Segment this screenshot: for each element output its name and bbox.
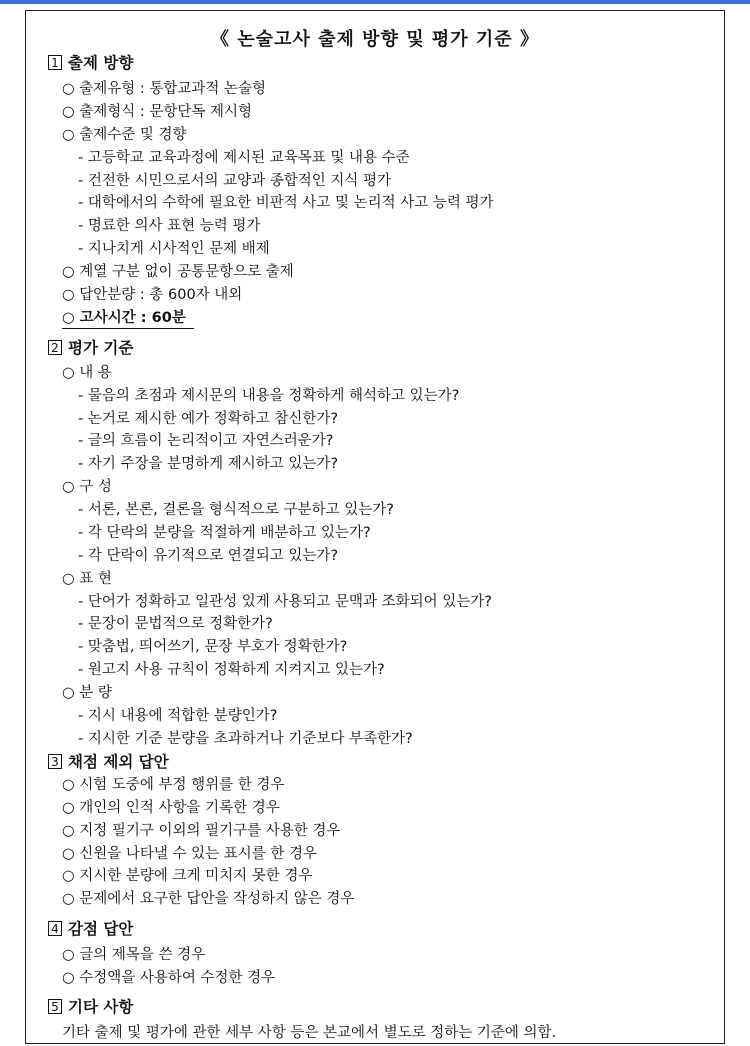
- document-frame: [25, 10, 725, 1044]
- list-item: - 고등학교 교육과정에 제시된 교육목표 및 내용 수준: [78, 150, 410, 166]
- list-item: ○ 계열 구분 없이 공통문항으로 출제: [62, 264, 294, 280]
- document-title: 《 논술고사 출제 방향 및 평가 기준 》: [211, 29, 539, 50]
- exam-time-emphasis: ○ 고사시간 : 60분: [62, 308, 194, 329]
- list-item: - 서론, 본론, 결론을 형식적으로 구분하고 있는가?: [78, 502, 394, 518]
- section-number-box: 3: [48, 754, 62, 769]
- list-item: ○ 출제유형 : 통합교과적 논술형: [62, 81, 267, 97]
- list-item: ○ 지정 필기구 이외의 필기구를 사용한 경우: [62, 823, 341, 839]
- list-item: - 대학에서의 수학에 필요한 비판적 사고 및 논리적 사고 능력 평가: [78, 195, 494, 211]
- list-item: ○ 개인의 인적 사항을 기록한 경우: [62, 800, 280, 816]
- section-4-heading: 4 감점 답안: [48, 919, 133, 939]
- list-item: - 단어가 정확하고 일관성 있게 사용되고 문맥과 조화되어 있는가?: [78, 594, 492, 610]
- section-2-heading: 2 평가 기준: [48, 338, 133, 358]
- list-item: ○ 내 용: [62, 365, 112, 381]
- list-item: ○ 구 성: [62, 479, 112, 495]
- list-item: ○ 지시한 분량에 크게 미치지 못한 경우: [62, 868, 313, 884]
- misc-note: 기타 출제 및 평가에 관한 세부 사항 등은 본교에서 별도로 정하는 기준에 의함.: [62, 1025, 557, 1041]
- list-item: ○ 분 량: [62, 685, 112, 701]
- list-item: ○ 답안분량 : 총 600자 내외: [62, 287, 243, 303]
- list-item: - 각 단락의 분량을 적절하게 배분하고 있는가?: [78, 525, 371, 541]
- section-3-heading: 3 채점 제외 답안: [48, 752, 169, 772]
- list-item: - 맞춤법, 띄어쓰기, 문장 부호가 정확한가?: [78, 639, 348, 655]
- section-1-heading: 1 출제 방향: [48, 53, 133, 73]
- section-number-box: 1: [48, 55, 62, 70]
- list-item: ○ 문제에서 요구한 답안을 작성하지 않은 경우: [62, 891, 355, 907]
- list-item: - 지시한 기준 분량을 초과하거나 기준보다 부족한가?: [78, 731, 413, 747]
- list-item: - 명료한 의사 표현 능력 평가: [78, 218, 261, 234]
- list-item: ○ 시험 도중에 부정 행위를 한 경우: [62, 777, 285, 793]
- list-item: ○ 글의 제목을 쓴 경우: [62, 947, 206, 963]
- list-item: ○ 표 현: [62, 571, 112, 587]
- list-item: - 물음의 초점과 제시문의 내용을 정확하게 해석하고 있는가?: [78, 388, 460, 404]
- list-item: ○ 신원을 나타낼 수 있는 표시를 한 경우: [62, 846, 318, 862]
- list-item: - 논거로 제시한 예가 정확하고 참신한가?: [78, 411, 339, 427]
- list-item: - 글의 흐름이 논리적이고 자연스러운가?: [78, 433, 334, 449]
- list-item: - 자기 주장을 분명하게 제시하고 있는가?: [78, 456, 339, 472]
- list-item: ○ 출제형식 : 문항단독 제시형: [62, 104, 253, 120]
- list-item: - 지나치게 시사적인 문제 배제: [78, 241, 270, 257]
- list-item: - 지시 내용에 적합한 분량인가?: [78, 708, 278, 724]
- list-item: - 문장이 문법적으로 정확한가?: [78, 616, 273, 632]
- section-number-box: 4: [48, 921, 62, 936]
- list-item: ○ 수정액을 사용하여 수정한 경우: [62, 970, 276, 986]
- list-item: - 각 단락이 유기적으로 연결되고 있는가?: [78, 548, 339, 564]
- top-accent-bar: [0, 0, 750, 4]
- section-number-box: 5: [48, 999, 62, 1014]
- list-item: - 원고지 사용 규칙이 정확하게 지켜지고 있는가?: [78, 662, 385, 678]
- section-5-heading: 5 기타 사항: [48, 997, 133, 1017]
- list-item: - 건전한 시민으로서의 교양과 종합적인 지식 평가: [78, 173, 392, 189]
- section-number-box: 2: [48, 340, 62, 355]
- list-item: ○ 출제수준 및 경향: [62, 127, 187, 143]
